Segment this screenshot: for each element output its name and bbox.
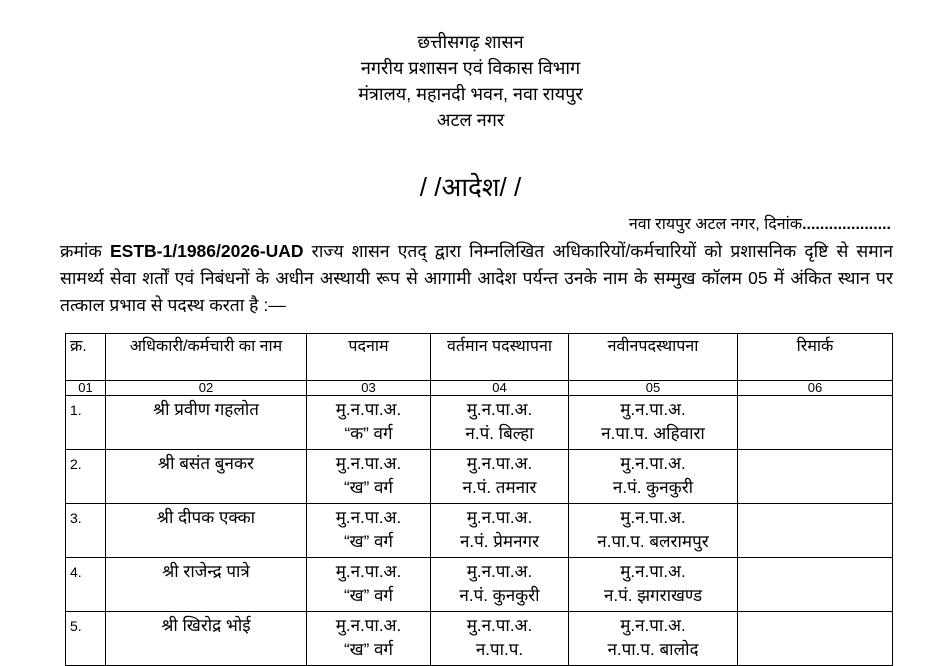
header-line-2: नगरीय प्रशासन एवं विकास विभाग [360, 58, 581, 78]
col-num: 01 [66, 381, 106, 396]
current-posting [431, 396, 569, 450]
remark [738, 558, 893, 612]
header-remark: रिमार्क [738, 334, 893, 381]
employee-name: श्री प्रवीण गहलोत [106, 396, 307, 450]
current-posting [431, 612, 569, 666]
current-place: न.पं. तमनार [462, 478, 537, 497]
new-place: न.पं. कुनकुरी [612, 478, 694, 497]
designation-line: मु.न.पा.अ. [335, 616, 402, 635]
new-posting [569, 504, 738, 558]
employee-name: श्री राजेन्द्र पात्रे [106, 558, 307, 612]
new-place: न.पा.प. बलरामपुर [597, 532, 709, 551]
table-row [66, 612, 893, 666]
designation-line: मु.न.पा.अ. [335, 400, 402, 419]
col-num: 05 [569, 381, 738, 396]
header-new: नवीनपदस्थापना [569, 334, 738, 381]
table-header-row [66, 334, 893, 381]
current-post: मु.न.पा.अ. [466, 454, 533, 473]
dateline [629, 212, 891, 234]
remark [738, 450, 893, 504]
designation-line: मु.न.पा.अ. [335, 562, 402, 581]
designation-line: मु.न.पा.अ. [335, 454, 402, 473]
new-post: मु.न.पा.अ. [620, 508, 686, 527]
dateline-place: नवा रायपुर अटल नगर, दिनांक [628, 216, 803, 233]
serial-number: 3. [66, 504, 106, 558]
table-row [66, 504, 893, 558]
serial-number: 5. [66, 612, 106, 666]
designation [307, 612, 431, 666]
designation [307, 396, 431, 450]
designation-grade: “ख” वर्ग [344, 478, 393, 497]
employee-name: श्री खिरोद्र भोई [106, 612, 307, 666]
serial-number: 4. [66, 558, 106, 612]
current-posting [431, 450, 569, 504]
current-post: मु.न.पा.अ. [466, 562, 533, 581]
serial-number: 1. [66, 396, 106, 450]
new-place: न.पं. झगराखण्ड [603, 586, 703, 605]
table-row [66, 396, 893, 450]
column-number-row [66, 381, 893, 396]
current-place: न.पं. प्रेमनगर [459, 532, 540, 551]
col-num: 04 [431, 381, 569, 396]
order-number: ESTB-1/1986/2026-UAD [110, 241, 304, 261]
new-place: न.पा.प. बालोद [607, 640, 699, 659]
new-posting [569, 612, 738, 666]
current-posting [431, 504, 569, 558]
designation [307, 450, 431, 504]
table-row [66, 450, 893, 504]
remark [738, 396, 893, 450]
new-posting [569, 450, 738, 504]
employee-name: श्री बसंत बुनकर [106, 450, 307, 504]
current-place: न.पं. कुनकुरी [459, 586, 540, 605]
current-post: मु.न.पा.अ. [466, 508, 533, 527]
designation-grade: “क” वर्ग [344, 424, 393, 443]
designation [307, 558, 431, 612]
current-place: न.पं. बिल्हा [465, 424, 534, 443]
order-prefix: क्रमांक [60, 241, 102, 261]
new-posting [569, 396, 738, 450]
col-num: 06 [738, 381, 893, 396]
order-paragraph [60, 238, 893, 319]
new-post: मु.न.पा.अ. [620, 454, 686, 473]
remark [738, 612, 893, 666]
header-line-3: मंत्रालय, महानदी भवन, नवा रायपुर [358, 84, 583, 104]
new-post: मु.न.पा.अ. [620, 616, 686, 635]
designation-line: मु.न.पा.अ. [335, 508, 402, 527]
current-post: मु.न.पा.अ. [466, 400, 533, 419]
header-post: पदनाम [307, 334, 431, 381]
col-num: 02 [106, 381, 307, 396]
header-current: वर्तमान पदस्थापना [431, 334, 569, 381]
header-sn: क्र. [66, 334, 106, 381]
header-line-4: अटल नगर [436, 110, 505, 130]
order-title: / /आदेश/ / [419, 172, 522, 202]
order-text: राज्य शासन एतद् द्वारा निम्नलिखित अधिकारियों/कर्मचारियों को प्रशासनिक दृष्टि से समान सामर्थ्य सेवा शर्तों एवं निबंधनों के अधीन अस्थायी रूप से आगामी आदेश पर्यन्त उनके नाम के सम्मुख कॉलम 05 में अंकित स्थान पर तत्काल प्रभाव से पदस्थ करता है :— [60, 241, 893, 315]
table-row [66, 558, 893, 612]
designation-grade: “ख” वर्ग [344, 640, 393, 659]
remark [738, 504, 893, 558]
designation-grade: “ख” वर्ग [344, 532, 393, 551]
new-posting [569, 558, 738, 612]
serial-number: 2. [66, 450, 106, 504]
header-name: अधिकारी/कर्मचारी का नाम [106, 334, 307, 381]
current-post: मु.न.पा.अ. [466, 616, 533, 635]
new-post: मु.न.पा.अ. [620, 400, 686, 419]
designation-grade: “ख” वर्ग [344, 586, 393, 605]
header-line-1: छत्तीसगढ़ शासन [417, 32, 524, 52]
new-post: मु.न.पा.अ. [620, 562, 686, 581]
designation [307, 504, 431, 558]
employee-name: श्री दीपक एक्का [106, 504, 307, 558]
current-place: न.पा.प. [475, 640, 524, 659]
new-place: न.पा.प. अहिवारा [601, 424, 705, 443]
col-num: 03 [307, 381, 431, 396]
posting-table [65, 333, 893, 666]
current-posting [431, 558, 569, 612]
date-blank: .................... [802, 216, 891, 233]
